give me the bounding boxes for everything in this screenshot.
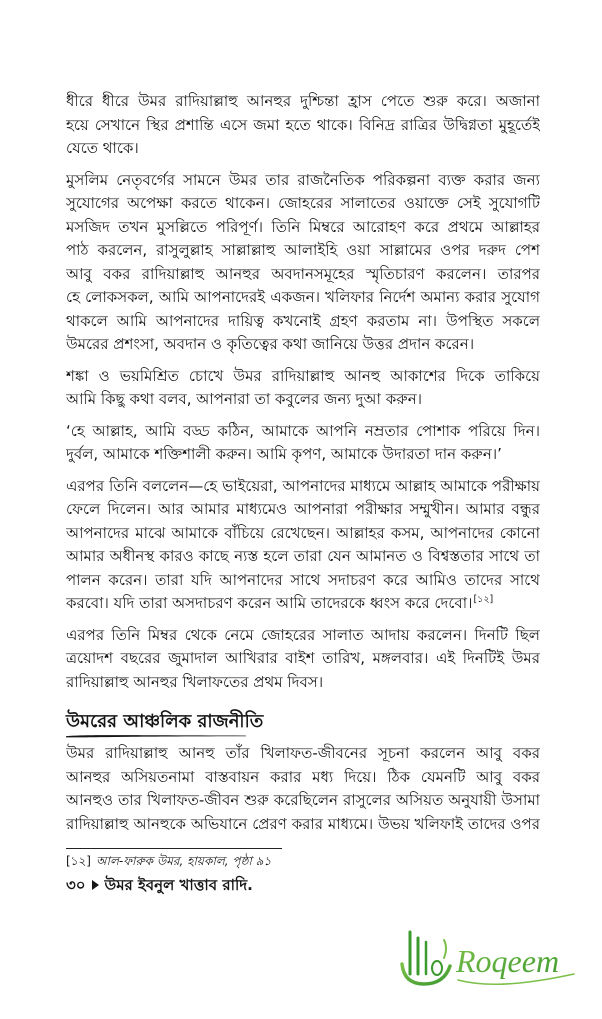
text-line: আবু বকর রাদিয়াল্লাহু আনহুর অবদানসমূহের স্মৃতিচারণ করলেন। তারপর (66, 264, 540, 283)
running-footer (66, 874, 253, 896)
paragraph (66, 742, 540, 836)
text-line: আমি কিছু কথা বলব, আপনারা তা কবুলের জন্য দুআ করুন। (66, 390, 423, 408)
quoted-prayer-paragraph (66, 420, 540, 467)
text-line: এরপর তিনি বললেন—হে ভাইয়েরা, আপনাদের মাধ্যমে আল্লাহ আমাকে পরীক্ষায় (66, 476, 540, 495)
text-line: আপনাদের মাঝে আমাকে বাঁচিয়ে রেখেছেন। আল্লাহর কসম, আপনাদের কোনো (66, 523, 540, 542)
paragraph (66, 169, 540, 357)
footnote-citation: আল-ফারুক উমর, হায়কাল, পৃষ্ঠা ৯১ (95, 854, 272, 868)
paragraph (66, 624, 540, 695)
page-number: ৩০ (66, 876, 86, 894)
text-line: পাঠ করলেন, রাসুলুল্লাহ সাল্লাল্লাহু আলাইহি ওয়া সাল্লামের ওপর দরুদ পেশ (66, 241, 540, 259)
text-line: আনহুর অসিয়তনামা বাস্তবায়ন করার মধ্য দিয়ে। ঠিক যেমনটি আবু বকর (66, 767, 540, 786)
text-column (66, 90, 540, 836)
footnote-marker: [১২] (66, 854, 91, 868)
paragraph (66, 365, 540, 412)
calligraphy-mark-icon (402, 932, 450, 984)
text-line: ‘হে আল্লাহ, আমি বড্ড কঠিন, আমাকে আপনি নম্রতার পোশাক পরিয়ে দিন। (66, 421, 540, 440)
paragraph (66, 90, 540, 161)
text-line: আমার অধীনস্থ কারও কাছে ন্যস্ত হলে তারা যেন আমানত ও বিশ্বস্ততার সাথে তা (66, 547, 540, 565)
text-line: থাকলে আমি আপনাদের দায়িত্ব কখনোই গ্রহণ করতাম না। উপস্থিত সকলে (66, 311, 540, 330)
footnote-reference[interactable]: [১২] (473, 594, 494, 605)
text-line: মসজিদ তখন মুসল্লিতে পরিপূর্ণ। তিনি মিম্বরে আরোহণ করে প্রথমে আল্লাহর (66, 217, 540, 236)
footnote-divider (66, 848, 282, 849)
text-line-content: করবো। যদি তারা অসদাচরণ করেন আমি তাদেরকে ধ্বংস করে দেবো। (66, 594, 473, 612)
paragraph (66, 475, 540, 616)
text-line: পালন করেন। তারা যদি আপনাদের সাথে সদাচরণ করে আমিও তাদের সাথে (66, 570, 540, 589)
section-heading-block (66, 710, 540, 738)
text-line: এরপর তিনি মিম্বর থেকে নেমে জোহরের সালাত আদায় করলেন। দিনটি ছিল (66, 625, 540, 644)
triangle-right-icon (92, 880, 99, 890)
text-line: শঙ্কা ও ভয়মিশ্রিত চোখে উমর রাদিয়াল্লাহু আনহু আকাশের দিকে তাকিয়ে (66, 366, 540, 385)
book-title: উমর ইবনুল খাত্তাব রাদি. (104, 876, 253, 894)
text-line: হে লোকসকল, আমি আপনাদেরই একজন। খলিফার নির্দেশ অমান্য করার সুযোগ (66, 288, 540, 306)
calligraphy-loop (432, 961, 442, 975)
text-line: যেতে থাকে। (66, 139, 139, 157)
text-line (66, 592, 540, 616)
text-line: সুযোগের অপেক্ষা করতে থাকেন। জোহরের সালাতের ওয়াক্তে সেই সুযোগটি (66, 194, 540, 212)
text-line: দুর্বল, আমাকে শক্তিশালী করুন। আমি কৃপণ, আমাকে উদারতা দান করুন।’ (66, 445, 502, 463)
text-line: আনহুও তার খিলাফত-জীবন শুরু করেছিলেন রাসুলের অসিয়ত অনুযায়ী উসামা (66, 791, 540, 809)
text-line: ফেলে দিলেন। আর আমার মাধ্যমেও আপনারা পরীক্ষার সম্মুখীন। আমার বন্ধুর (66, 500, 540, 518)
text-line: রাদিয়াল্লাহু আনহুর খিলাফতের প্রথম দিবস। (66, 672, 324, 691)
watermark-brand-text: Roqeem (456, 943, 560, 979)
section-heading: উমরের আঞ্চলিক রাজনীতি (66, 711, 264, 732)
calligraphy-accent (444, 940, 446, 958)
text-line: মুসলিম নেতৃবর্গের সামনে উমর তার রাজনৈতিক পরিকল্পনা ব্যক্ত করার জন্য (66, 170, 540, 189)
text-line: উমরের প্রশংসা, অবদান ও কৃতিত্বের কথা জানিয়ে উত্তর প্রদান করেন। (66, 335, 475, 353)
heading-underline-stroke (66, 735, 246, 737)
text-line: ধীরে ধীরে উমর রাদিয়াল্লাহু আনহুর দুশ্চিন্তা হ্রাস পেতে শুরু করে। অজানা (66, 92, 540, 110)
watermark-logo (398, 918, 578, 998)
text-line: ত্রয়োদশ বছরের জুমাদাল আখিরার বাইশ তারিখ, মঙ্গলবার। এই দিনটিই উমর (66, 649, 540, 667)
text-line: রাদিয়াল্লাহু আনহুকে অভিযানে প্রেরণ করার মাধ্যমে। উভয় খলিফাই তাদের ওপর (66, 814, 540, 833)
footnote (66, 852, 540, 870)
text-line: হয়ে সেখানে স্থির প্রশান্তি এসে জমা হতে থাকে। বিনিদ্র রাত্রির উদ্বিগ্নতা মুহূর্তেই (66, 115, 540, 134)
text-line: উমর রাদিয়াল্লাহু আনহু তাঁর খিলাফত-জীবনের সূচনা করলেন আবু বকর (66, 744, 540, 762)
heading-underline (66, 733, 246, 739)
